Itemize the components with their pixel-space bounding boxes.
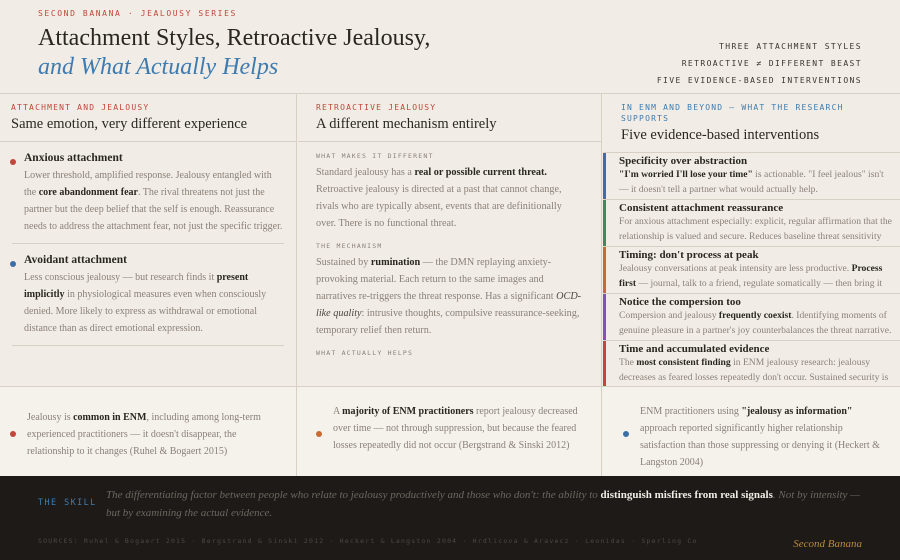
stat-text: A majority of ENM practitioners report jealousy decreased over time — not through suppression, but because the feared losses repeatedly did not occur (Bergstrand & Sinski 2012) <box>333 406 578 451</box>
intervention-body: For anxious attachment especially: explicit, regular affirmation that the relationship is valued and secure. Reduces baseline threat sensitivity <box>619 216 892 242</box>
section-body: Standard jealousy has a real or possible current threat. Retroactive jealousy is directed at a past that cannot change, rivals who are typically absent, events that are definitionally over. There is no functional threat. <box>316 167 562 229</box>
sources-line: SOURCES: Ruhel & Bogaert 2015 · Bergstrand & Sinski 2012 · Heckert & Langston 2004 · Hrdlicova & Aravecz · Leonidas · Sperling Co <box>38 537 698 545</box>
column-tag: ATTACHMENT AND JEALOUSY <box>11 103 150 112</box>
column-subtitle: Same emotion, very different experience <box>11 116 248 132</box>
section-label: THE MECHANISM <box>316 242 383 250</box>
page-title-secondary: and What Actually Helps <box>38 54 279 80</box>
intervention-name: Timing: don't process at peak <box>619 249 759 261</box>
attachment-name: Anxious attachment <box>24 152 123 164</box>
page-title: Attachment Styles, Retroactive Jealousy, <box>38 25 431 51</box>
meta-line: FIVE EVIDENCE-BASED INTERVENTIONS <box>656 76 862 85</box>
section-mechanism <box>298 242 601 339</box>
intervention-item <box>603 200 900 247</box>
stat-text: ENM practitioners using "jealousy as information" approach reported significantly higher relationship satisfaction than those suppressing or denying it (Heckert & Langston 2004) <box>640 406 880 468</box>
section-helps <box>298 349 601 357</box>
series-eyebrow: SECOND BANANA · JEALOUSY SERIES <box>38 9 237 18</box>
section-body: Sustained by rumination — the DMN replaying anxiety-provoking material. Each return to the same images and narratives re-triggers the threat response. Has a significant OCD-like quality: intrusive thoughts, compulsive reassurance-seeking, temporary relief then return. <box>316 257 582 336</box>
attachment-body: Less conscious jealousy — but research finds it present implicitly in physiological measures even when consciously denied. More likely to express as withdrawal or emotional distance than as direct emotional expression. <box>24 272 267 334</box>
skill-text: The differentiating factor between people who relate to jealousy productively and those who don't: the ability to distinguish misfires from real signals. Not by intensity — but by examining the actual evidence. <box>106 489 860 519</box>
intervention-body: The most consistent finding in ENM jealousy research: jealousy decreases as feared losses repeatedly don't occur. Sustained security is <box>619 357 889 383</box>
section-label: WHAT MAKES IT DIFFERENT <box>316 152 434 160</box>
stat-item <box>298 387 602 477</box>
intervention-item <box>603 153 900 200</box>
section-different <box>298 152 601 232</box>
brand-mark: Second Banana <box>793 538 862 550</box>
intervention-name: Consistent attachment reassurance <box>619 202 784 214</box>
header-meta <box>657 38 862 89</box>
bullet-dot <box>623 431 629 437</box>
meta-line: THREE ATTACHMENT STYLES <box>719 42 862 51</box>
stat-item <box>603 387 900 477</box>
intervention-item <box>603 341 900 386</box>
attachment-body: Lower threshold, amplified response. Jealousy entangled with the core abandonment fear. The rival threatens not just the partner but the deep belief that the self is enough. Reassurance needs to address the attachment fear, not just the specific trigger. <box>24 170 283 232</box>
skill-label: THE SKILL <box>38 498 97 508</box>
column-interventions <box>603 94 900 386</box>
column-subtitle: Five evidence-based interventions <box>621 127 820 143</box>
bullet-dot <box>10 261 16 267</box>
intervention-body: Compersion and jealousy frequently coexist. Identifying moments of genuine pleasure in a partner's joy counterbalances the threat narrative. <box>619 310 892 336</box>
column-tag: RETROACTIVE JEALOUSY <box>316 103 437 112</box>
stat-text: Jealousy is common in ENM, including among long-term experienced practitioners — it doesn't disappear, the relationship to it changes (Ruhel & Bogaert 2015) <box>27 412 261 457</box>
section-label: WHAT ACTUALLY HELPS <box>316 349 414 357</box>
attachment-item <box>0 244 296 337</box>
column-subtitle: A different mechanism entirely <box>316 116 497 132</box>
bullet-dot <box>10 159 16 165</box>
intervention-body: Jealousy conversations at peak intensity are less productive. Process first — journal, talk to a friend, regulate somatically — then bring it <box>619 263 883 289</box>
bullet-dot <box>10 431 16 437</box>
attachment-item <box>0 142 296 235</box>
intervention-item <box>603 247 900 294</box>
research-stats <box>0 386 900 476</box>
intervention-name: Time and accumulated evidence <box>619 343 770 355</box>
meta-line: RETROACTIVE ≠ DIFFERENT BEAST <box>681 59 862 68</box>
divider <box>298 141 601 142</box>
bullet-dot <box>316 431 322 437</box>
accent-bar <box>603 294 606 340</box>
column-retroactive <box>298 94 602 386</box>
attachment-name: Avoidant attachment <box>24 254 127 266</box>
intervention-name: Specificity over abstraction <box>619 155 748 167</box>
stat-item <box>0 387 297 477</box>
column-attachment <box>0 94 297 386</box>
page-header <box>0 0 900 94</box>
accent-bar <box>603 200 606 246</box>
intervention-name: Notice the compersion too <box>619 296 741 308</box>
intervention-item <box>603 294 900 341</box>
skill-footer <box>0 476 900 560</box>
column-tag: IN ENM AND BEYOND — WHAT THE RESEARCH SUPPORTS <box>621 103 844 123</box>
accent-bar <box>603 247 606 293</box>
divider <box>12 345 284 346</box>
intervention-body: "I'm worried I'll lose your time" is actionable. "I feel jealous" isn't — it doesn't tell a partner what would actually help. <box>619 169 884 195</box>
accent-bar <box>603 153 606 199</box>
accent-bar <box>603 341 606 386</box>
